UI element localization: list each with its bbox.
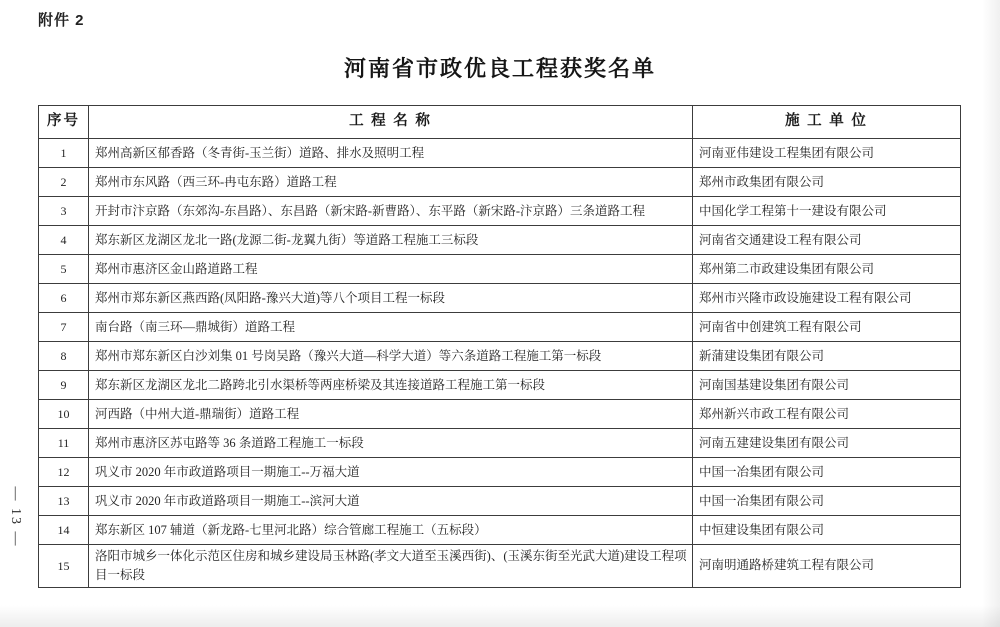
construction-unit-cell: 郑州第二市政建设集团有限公司	[693, 255, 961, 284]
construction-unit-cell: 河南亚伟建设工程集团有限公司	[693, 139, 961, 168]
construction-unit-cell: 河南五建建设集团有限公司	[693, 429, 961, 458]
page-title: 河南省市政优良工程获奖名单	[343, 56, 656, 81]
scan-edge-shadow-bottom	[0, 605, 1000, 627]
construction-unit-cell: 中恒建设集团有限公司	[693, 516, 961, 545]
table-row	[39, 371, 961, 400]
table-row	[39, 168, 961, 197]
project-name-cell: 开封市汴京路（东郊沟-东昌路）、东昌路（新宋路-新曹路）、东平路（新宋路-汴京路）三条道路工程	[89, 197, 693, 226]
row-index-cell: 11	[39, 429, 89, 458]
row-index-cell: 7	[39, 313, 89, 342]
table-body	[39, 139, 961, 588]
row-index-cell: 12	[39, 458, 89, 487]
table-row	[39, 284, 961, 313]
construction-unit-cell: 中国化学工程第十一建设有限公司	[693, 197, 961, 226]
project-name-cell: 巩义市 2020 年市政道路项目一期施工--万福大道	[89, 458, 693, 487]
construction-unit-cell: 郑州新兴市政工程有限公司	[693, 400, 961, 429]
header-project-name: 工 程 名 称	[89, 106, 693, 139]
table-row	[39, 342, 961, 371]
table-row	[39, 255, 961, 284]
table-row	[39, 487, 961, 516]
construction-unit-cell: 新蒲建设集团有限公司	[693, 342, 961, 371]
scan-edge-shadow-right	[982, 0, 1000, 627]
row-index-cell: 5	[39, 255, 89, 284]
construction-unit-cell: 郑州市政集团有限公司	[693, 168, 961, 197]
construction-unit-cell: 河南明通路桥建筑工程有限公司	[693, 545, 961, 588]
construction-unit-cell: 河南省中创建筑工程有限公司	[693, 313, 961, 342]
row-index-cell: 8	[39, 342, 89, 371]
construction-unit-cell: 郑州市兴隆市政设施建设工程有限公司	[693, 284, 961, 313]
award-table	[38, 105, 961, 588]
construction-unit-cell: 中国一冶集团有限公司	[693, 458, 961, 487]
row-index-cell: 10	[39, 400, 89, 429]
table-row	[39, 545, 961, 588]
project-name-cell: 郑州市东风路（西三环-冉屯东路）道路工程	[89, 168, 693, 197]
project-name-cell: 郑州高新区郁香路（冬青街-玉兰街）道路、排水及照明工程	[89, 139, 693, 168]
project-name-cell: 郑东新区 107 辅道（新龙路-七里河北路）综合管廊工程施工（五标段）	[89, 516, 693, 545]
project-name-cell: 巩义市 2020 年市政道路项目一期施工--滨河大道	[89, 487, 693, 516]
table-row	[39, 516, 961, 545]
project-name-cell: 南台路（南三环—鼎城街）道路工程	[89, 313, 693, 342]
row-index-cell: 3	[39, 197, 89, 226]
page-number: — 13 —	[8, 486, 23, 548]
table-row	[39, 313, 961, 342]
header-construction-unit: 施 工 单 位	[693, 106, 961, 139]
construction-unit-cell: 河南国基建设集团有限公司	[693, 371, 961, 400]
construction-unit-cell: 河南省交通建设工程有限公司	[693, 226, 961, 255]
table-row	[39, 429, 961, 458]
row-index-cell: 6	[39, 284, 89, 313]
row-index-cell: 13	[39, 487, 89, 516]
table-header-row	[39, 106, 961, 139]
table-row	[39, 458, 961, 487]
project-name-cell: 郑州市郑东新区燕西路(凤阳路-豫兴大道)等八个项目工程一标段	[89, 284, 693, 313]
project-name-cell: 河西路（中州大道-鼎瑞街）道路工程	[89, 400, 693, 429]
project-name-cell: 洛阳市城乡一体化示范区住房和城乡建设局玉林路(孝文大道至玉溪西街)、(玉溪东街至光武大道)建设工程项目一标段	[89, 545, 693, 588]
row-index-cell: 4	[39, 226, 89, 255]
row-index-cell: 1	[39, 139, 89, 168]
construction-unit-cell: 中国一冶集团有限公司	[693, 487, 961, 516]
table-row	[39, 226, 961, 255]
row-index-cell: 14	[39, 516, 89, 545]
project-name-cell: 郑州市惠济区金山路道路工程	[89, 255, 693, 284]
table-row	[39, 400, 961, 429]
row-index-cell: 2	[39, 168, 89, 197]
row-index-cell: 9	[39, 371, 89, 400]
project-name-cell: 郑东新区龙湖区龙北二路跨北引水渠桥等两座桥梁及其连接道路工程施工第一标段	[89, 371, 693, 400]
table-row	[39, 197, 961, 226]
table-row	[39, 139, 961, 168]
header-index: 序号	[39, 106, 89, 139]
project-name-cell: 郑东新区龙湖区龙北一路(龙源二街-龙翼九街）等道路工程施工三标段	[89, 226, 693, 255]
row-index-cell: 15	[39, 545, 89, 588]
project-name-cell: 郑州市惠济区苏屯路等 36 条道路工程施工一标段	[89, 429, 693, 458]
project-name-cell: 郑州市郑东新区白沙刘集 01 号岗吴路（豫兴大道—科学大道）等六条道路工程施工第一标段	[89, 342, 693, 371]
attachment-label: 附件 2	[38, 12, 85, 29]
